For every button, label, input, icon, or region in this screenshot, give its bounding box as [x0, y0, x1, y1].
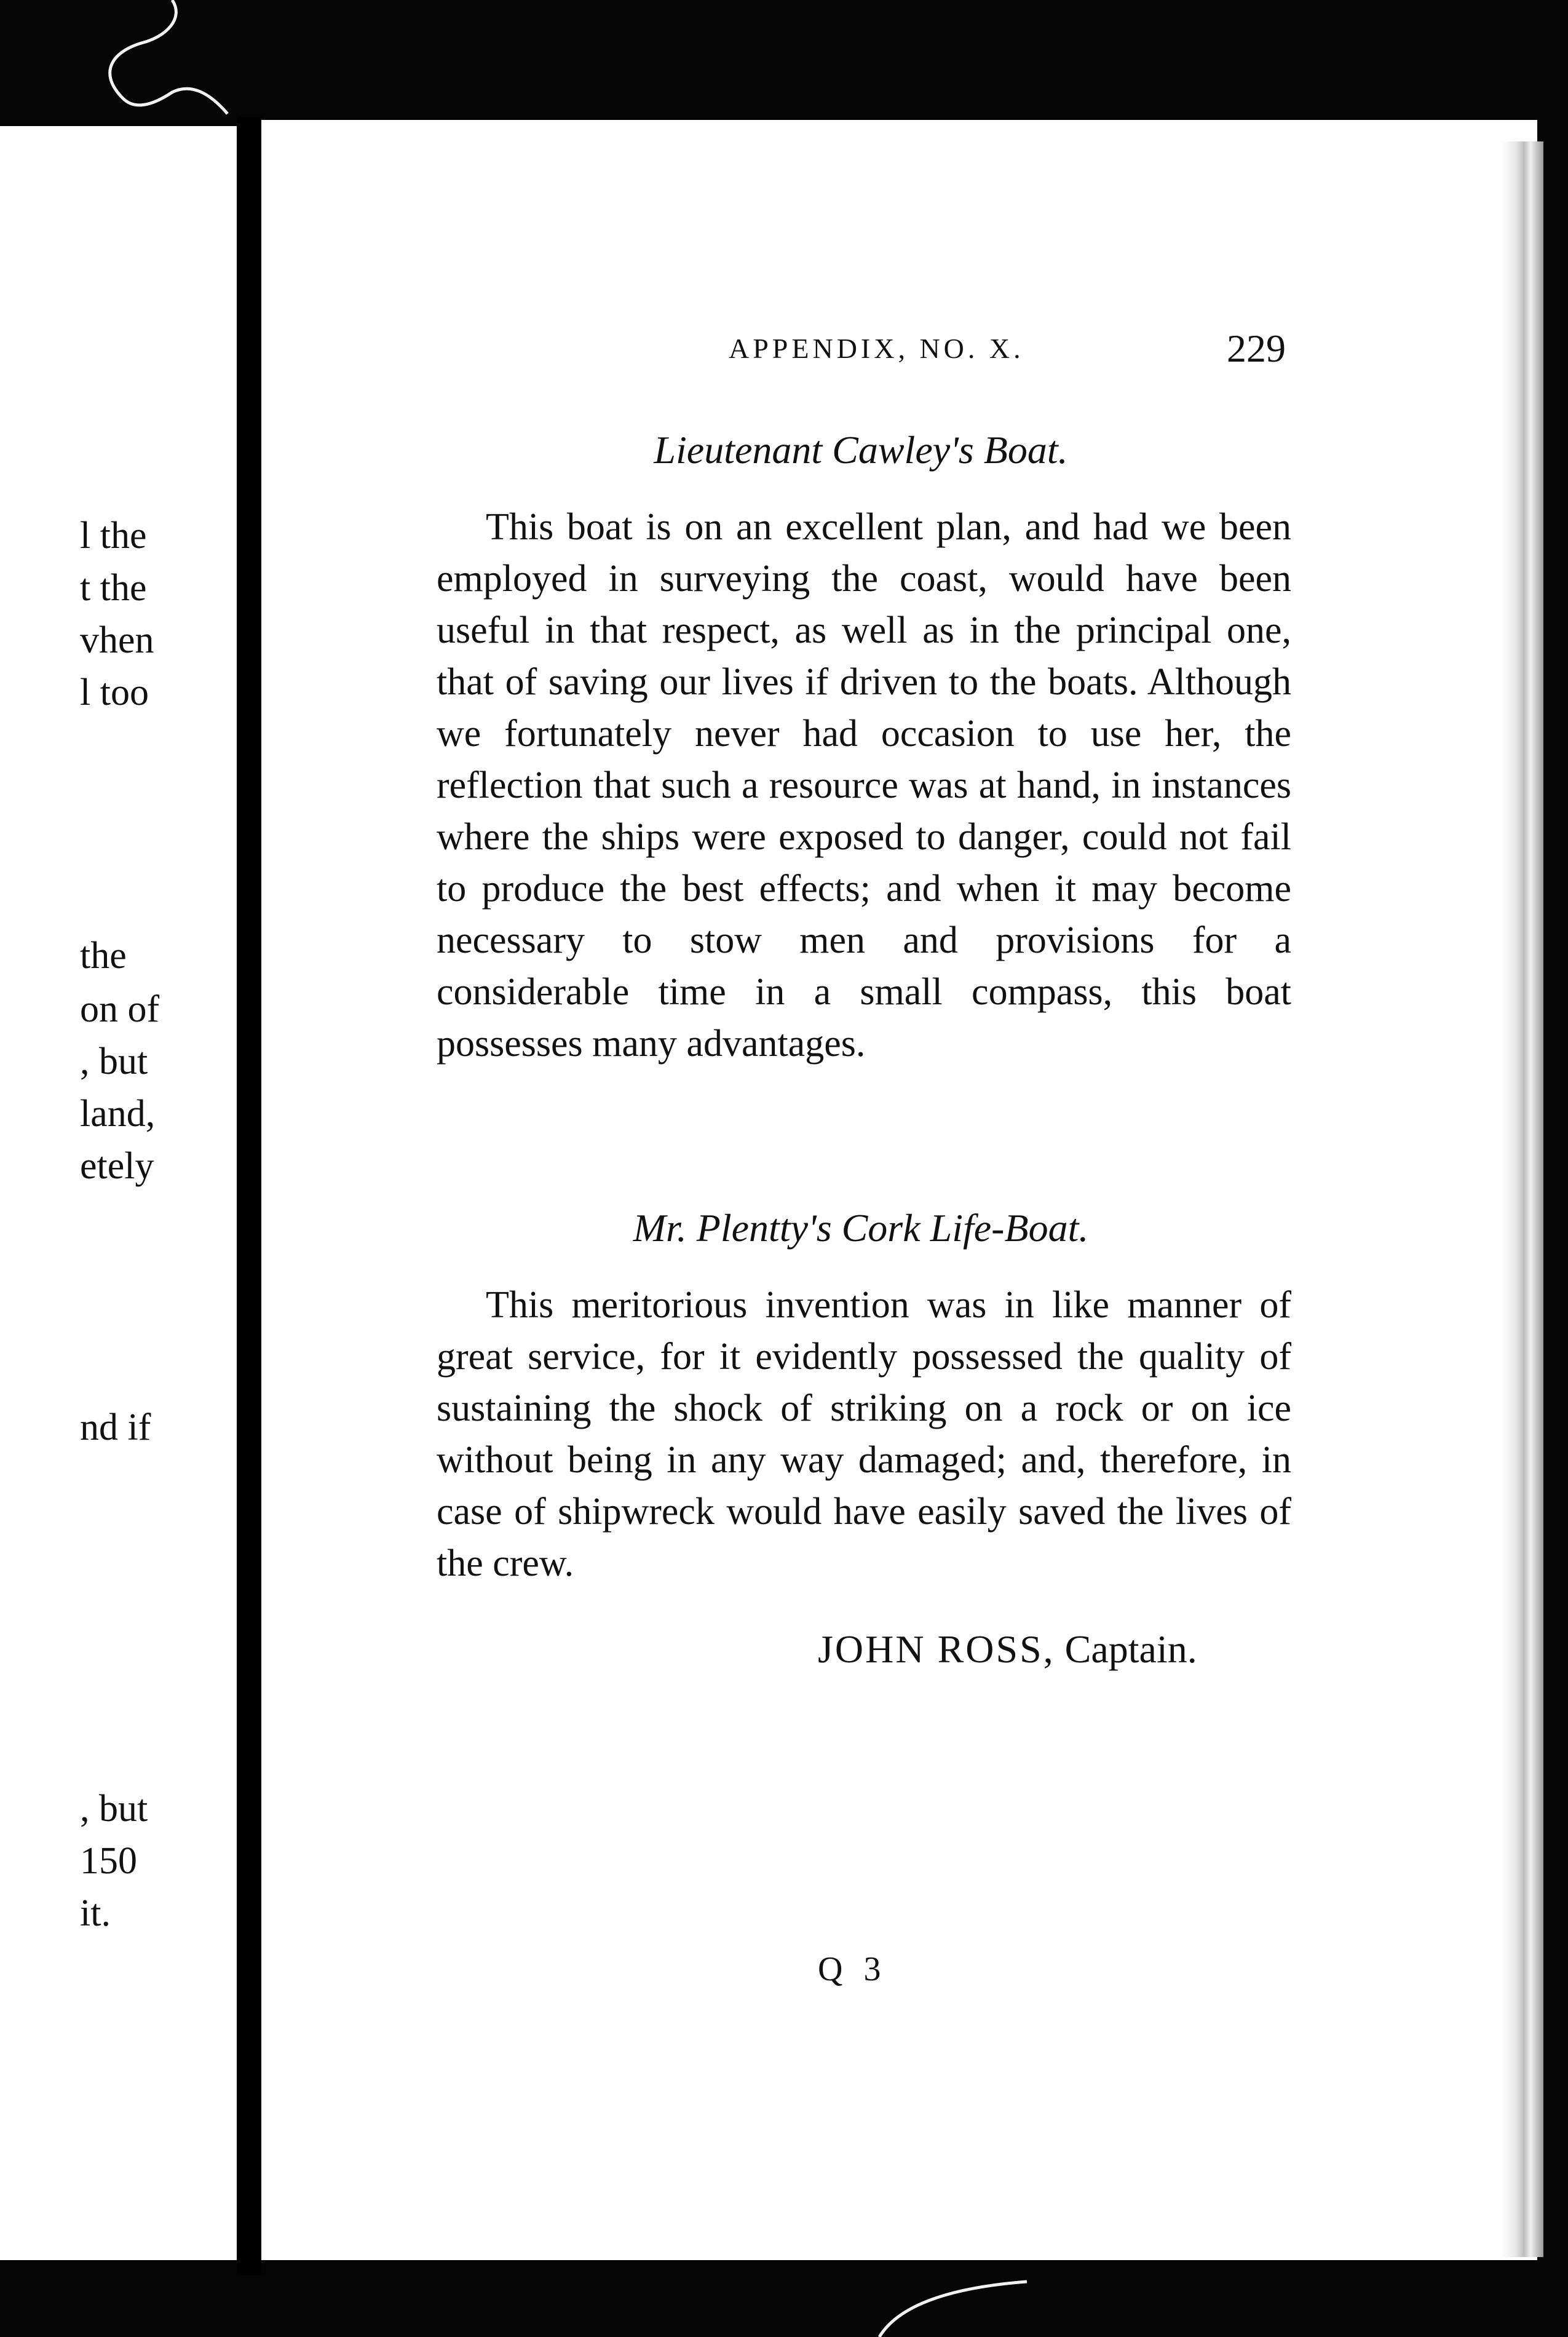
left-page-line: nd if: [80, 1407, 151, 1448]
left-page-line: 150: [80, 1840, 137, 1882]
signature-title: Captain.: [1064, 1627, 1197, 1671]
left-page-line: the: [80, 935, 127, 977]
previous-page-fragment: [0, 126, 237, 2260]
signature-name: JOHN ROSS,: [818, 1627, 1055, 1671]
paragraph-text: This boat is on an excellent plan, and had we been employed in surveying the coast, would have been useful in that respect, as well as in the principal one, that of saving our lives if driven to the boats. Although we fortunately never had occasion to use her, the reflection that such a resource was at hand, in instances where the ships were exposed to danger, could not fail to produce the best effects; and when it may become necessary to stow men and provisions for a considerable time in a small compass, this boat possesses many advantages.: [437, 506, 1291, 1065]
left-page-line: t the: [80, 567, 147, 609]
left-page-line: on of: [80, 988, 160, 1030]
left-page-line: l too: [80, 672, 149, 713]
section-paragraph: [437, 501, 1291, 1069]
signature: [818, 1627, 1197, 1672]
section-heading: Lieutenant Cawley's Boat.: [654, 428, 1068, 472]
section-paragraph: [437, 1279, 1291, 1589]
left-page-line: land,: [80, 1093, 156, 1135]
left-page-line: , but: [80, 1788, 148, 1830]
left-page-line: , but: [80, 1041, 148, 1082]
printer-signature-mark: Q 3: [818, 1950, 887, 1988]
left-page-line: vhen: [80, 619, 154, 661]
page-edge-shadow: [1500, 141, 1543, 2257]
running-header: APPENDIX, NO. X.: [729, 333, 1024, 364]
scan-artifact-curl: [86, 0, 246, 135]
page-number: 229: [1227, 327, 1286, 370]
section-heading: Mr. Plentty's Cork Life-Boat.: [633, 1206, 1089, 1250]
left-page-line: it.: [80, 1892, 111, 1934]
left-page-line: l the: [80, 515, 147, 557]
left-page-line: etely: [80, 1145, 154, 1187]
book-gutter: [237, 117, 261, 2276]
scan-artifact-bottom-curl: [873, 2269, 1033, 2337]
paragraph-text: This meritorious invention was in like manner of great service, for it evidently possessed the quality of sustaining the shock of striking on a rock or on ice without being in any way damaged; and, therefore, in case of shipwreck would have easily saved the lives of the crew.: [437, 1284, 1291, 1584]
